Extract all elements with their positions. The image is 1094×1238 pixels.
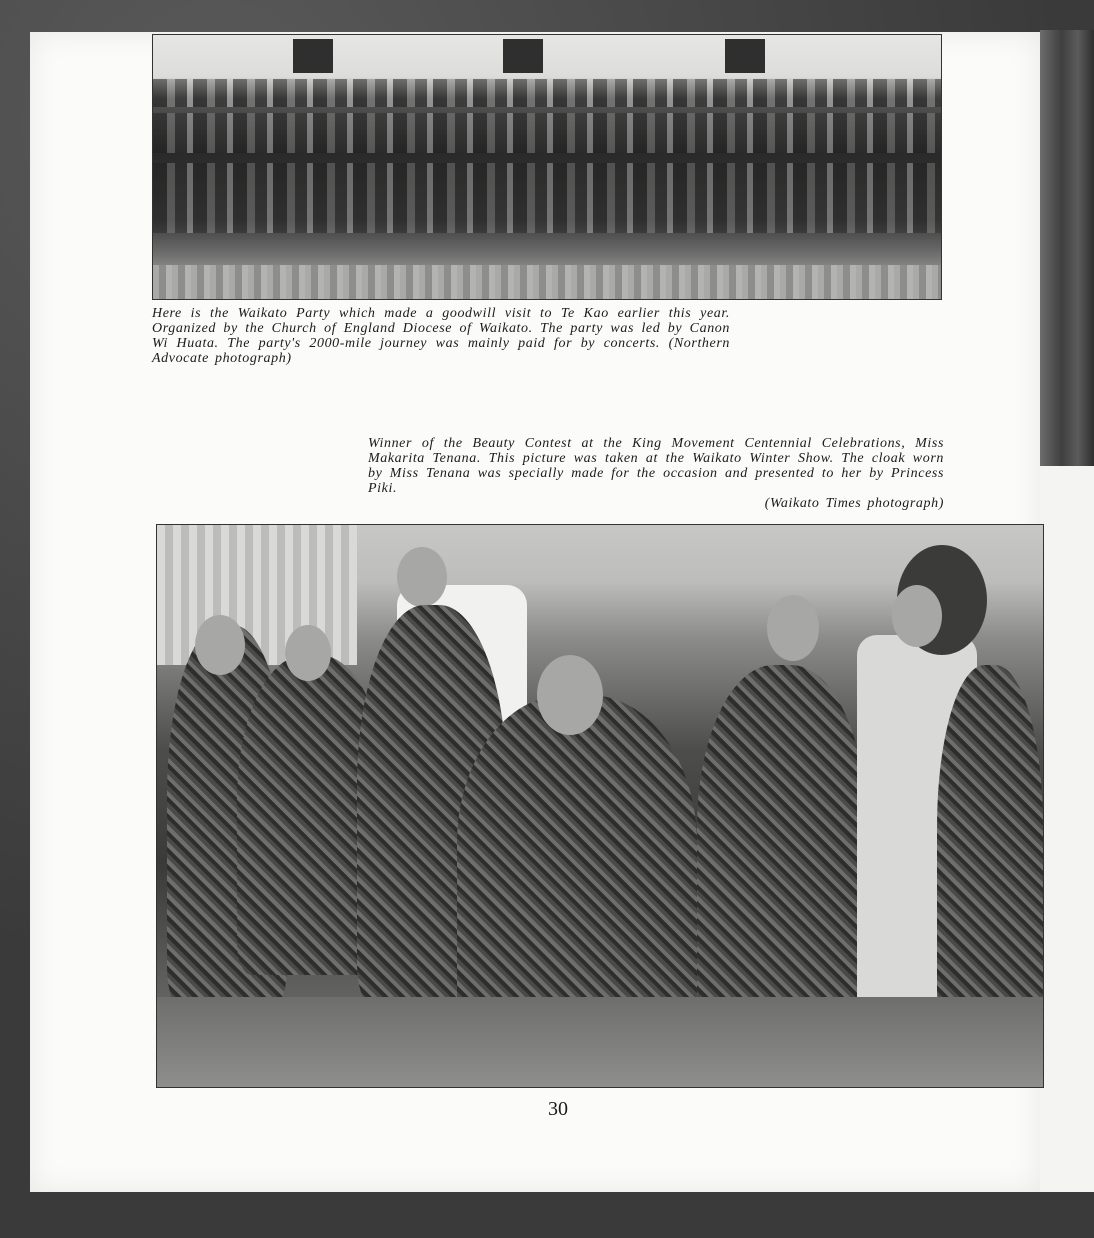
group-photo-caption: Here is the Waikato Party which made a goodwill visit to Te Kao earlier this year. Organized by the Church of England Diocese of Waikato. The party was led by Canon Wi Huata. The party's 2000-mile journey was mainly paid for by concerts. (Northern Advocate photograph)	[152, 306, 730, 366]
ground	[153, 265, 941, 299]
crowd-back-row	[153, 79, 941, 107]
adjacent-page-photo-edge	[1040, 30, 1094, 466]
contest-winner-face	[537, 655, 603, 735]
crowd-middle-row	[153, 113, 941, 153]
contest-caption-text: Winner of the Beauty Contest at the King Movement Centennial Celebrations, Miss Makarita Tenana. This picture was taken at the Waikato Winter Show. The cloak worn by Miss Tenana was specially made for the occasion and presented to her by Princess Piki.	[368, 436, 944, 496]
face	[195, 615, 245, 675]
face	[285, 625, 331, 681]
building-window	[503, 39, 543, 73]
stage-floor	[157, 997, 1043, 1087]
contest-winner-cloak	[457, 695, 697, 1025]
face	[767, 595, 819, 661]
woman-in-cloak	[697, 665, 867, 1025]
page-number: 30	[548, 1098, 568, 1120]
woman-in-cloak	[937, 665, 1043, 1025]
adjacent-page-edge	[1040, 466, 1094, 1192]
contest-photo-credit: (Waikato Times photograph)	[764, 496, 944, 511]
building-window	[725, 39, 765, 73]
crowd-front-row	[153, 163, 941, 233]
face	[397, 547, 447, 607]
contest-photo-caption	[368, 436, 944, 511]
face	[892, 585, 942, 647]
building-window	[293, 39, 333, 73]
beauty-contest-photo	[156, 524, 1044, 1088]
waikato-party-group-photo	[152, 34, 942, 300]
